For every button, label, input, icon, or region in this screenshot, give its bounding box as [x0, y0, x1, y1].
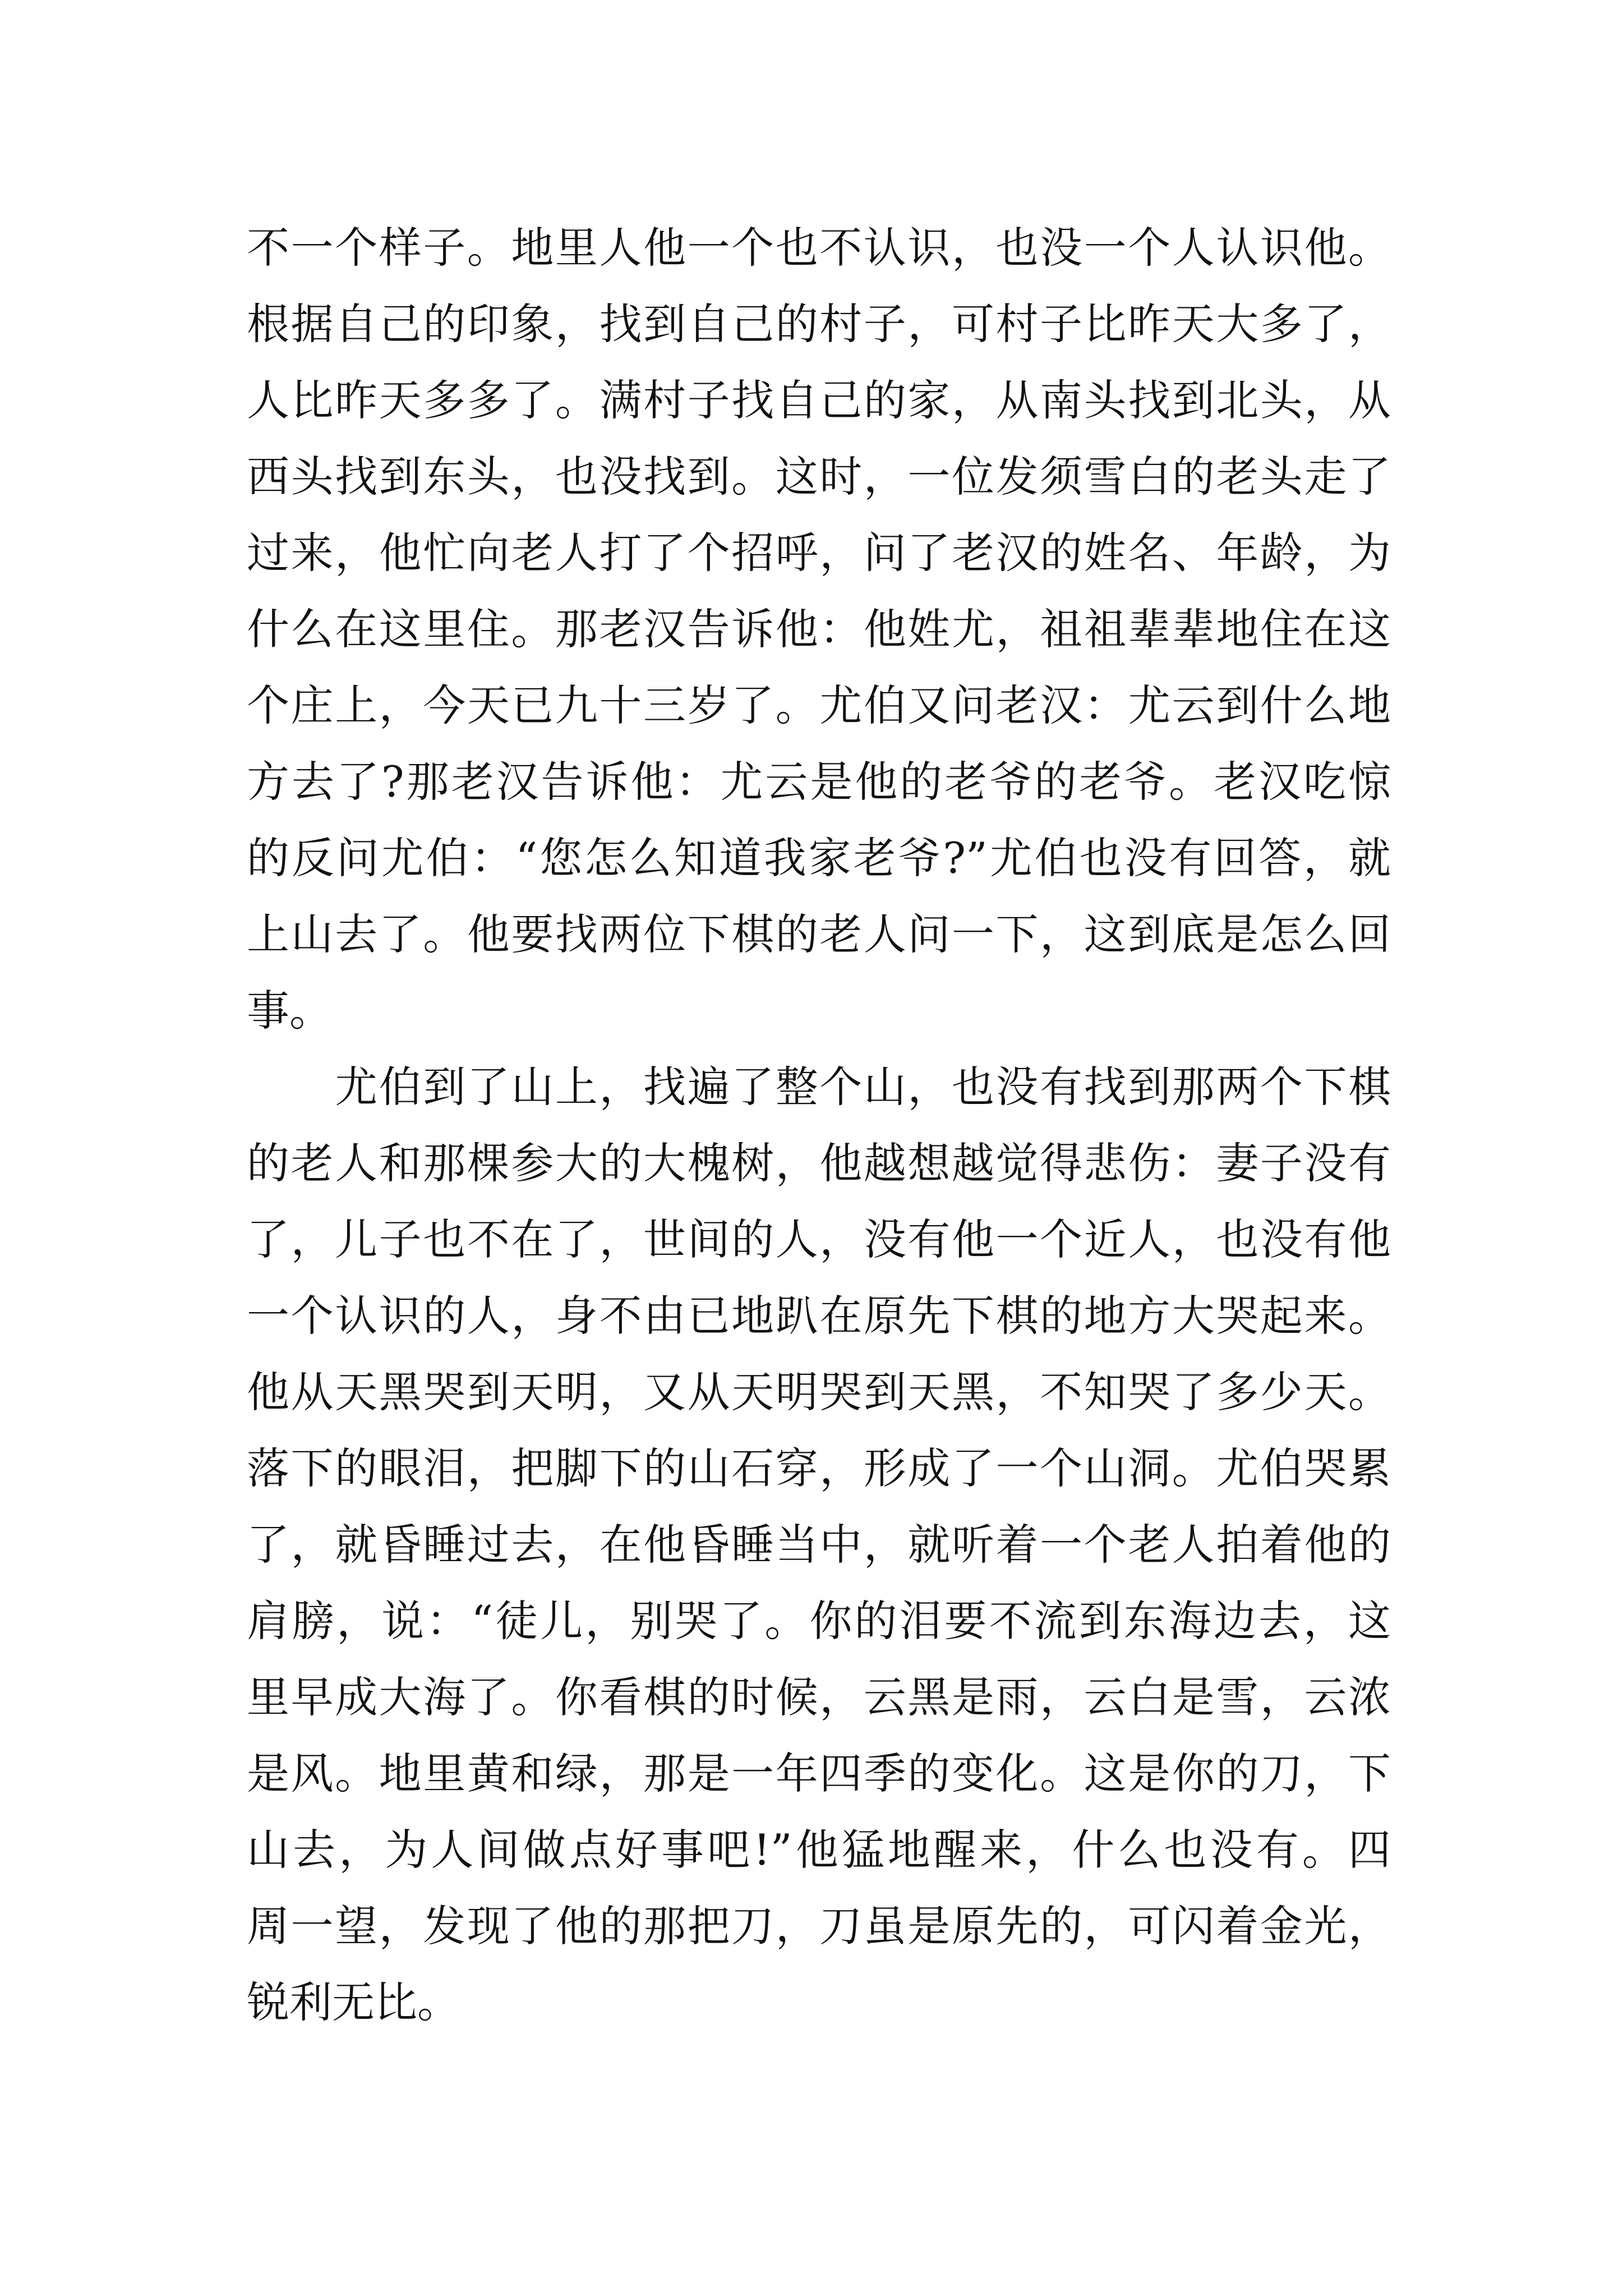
text-line: 落下的眼泪，把脚下的山石穿，形成了一个山洞。尤伯哭累 [247, 1443, 1391, 1493]
text-line: 的反问尤伯：“您怎么知道我家老爷?”尤伯也没有回答，就 [247, 833, 1391, 883]
text-line: 了，儿子也不在了，世间的人，没有他一个近人，也没有他 [247, 1214, 1391, 1264]
text-line: 是风。地里黄和绿，那是一年四季的变化。这是你的刀，下 [247, 1749, 1391, 1798]
text-line: 锐利无比。 [247, 1977, 460, 2027]
body-text [247, 210, 1391, 2041]
text-line: 人比昨天多多了。满村子找自己的家，从南头找到北头，从 [247, 375, 1391, 425]
text-line: 过来，他忙向老人打了个招呼，问了老汉的姓名、年龄，为 [247, 528, 1391, 578]
text-line: 事。 [247, 986, 332, 1036]
text-line: 里早成大海了。你看棋的时候，云黑是雨，云白是雪，云浓 [247, 1672, 1391, 1722]
paragraph-1 [247, 210, 1391, 1049]
text-line: 山去，为人间做点好事吧!”他猛地醒来，什么也没有。四 [247, 1825, 1391, 1875]
text-line: 上山去了。他要找两位下棋的老人问一下，这到底是怎么回 [247, 909, 1391, 959]
text-line: 个庄上，今天已九十三岁了。尤伯又问老汉：尤云到什么地 [247, 680, 1391, 730]
text-line: 西头找到东头，也没找到。这时，一位发须雪白的老头走了 [247, 452, 1391, 501]
paragraph-2 [247, 1049, 1391, 2041]
text-line: 方去了?那老汉告诉他：尤云是他的老爷的老爷。老汉吃惊 [247, 757, 1391, 807]
text-line: 根据自己的印象，找到自己的村子，可村子比昨天大多了， [247, 299, 1391, 349]
text-line: 他从天黑哭到天明，又从天明哭到天黑，不知哭了多少天。 [247, 1367, 1391, 1417]
text-line: 什么在这里住。那老汉告诉他：他姓尤，祖祖辈辈地住在这 [247, 604, 1391, 654]
text-line: 尤伯到了山上，找遍了整个山，也没有找到那两个下棋 [247, 1062, 1391, 1112]
text-line: 肩膀，说：“徒儿，别哭了。你的泪要不流到东海边去，这 [247, 1596, 1391, 1646]
text-line: 了，就昏睡过去，在他昏睡当中，就听着一个老人拍着他的 [247, 1520, 1391, 1570]
text-line: 一个认识的人，身不由已地趴在原先下棋的地方大哭起来。 [247, 1291, 1391, 1341]
text-line: 不一个样子。地里人他一个也不认识，也没一个人认识他。 [247, 223, 1391, 273]
text-line: 的老人和那棵参大的大槐树，他越想越觉得悲伤：妻子没有 [247, 1138, 1391, 1188]
text-line: 周一望，发现了他的那把刀，刀虽是原先的，可闪着金光， [247, 1901, 1391, 1951]
